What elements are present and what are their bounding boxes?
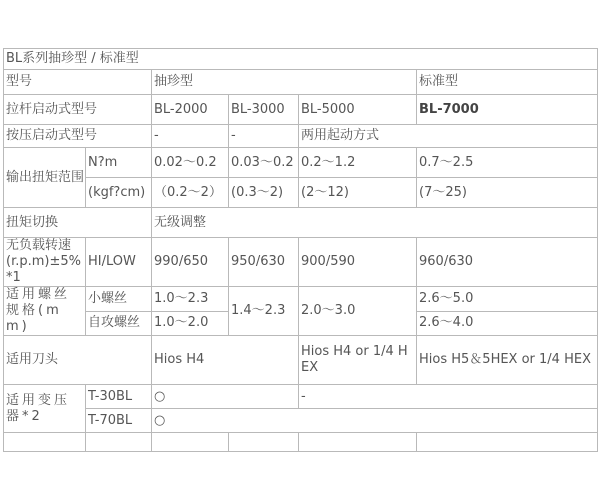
screw-small-bl7000: 2.6～5.0 xyxy=(417,287,598,312)
push-start-label: 按压启动式型号 xyxy=(4,125,152,148)
screw-bl5000: 2.0～3.0 xyxy=(299,287,417,336)
torque-kgf-bl7000: (7～25) xyxy=(417,178,598,208)
transformer-t30-mini: ○ xyxy=(152,385,299,409)
torque-nm-bl3000: 0.03～0.2 xyxy=(229,148,299,178)
transformer-label: 适用变压器*2 xyxy=(4,385,86,433)
transformer-t30-name: T-30BL xyxy=(86,385,152,409)
torque-unit-kgf: (kgf?cm) xyxy=(86,178,152,208)
screw-bl3000: 1.4～2.3 xyxy=(229,287,299,336)
torque-nm-row xyxy=(4,148,598,178)
title-row xyxy=(4,49,598,70)
blank-cell xyxy=(152,433,229,452)
screw-small-bl2000: 1.0～2.3 xyxy=(152,287,229,312)
model-bl5000: BL-5000 xyxy=(299,95,417,125)
table-title: BL系列抽珍型 / 标准型 xyxy=(4,49,598,70)
screw-tapping-bl2000: 1.0～2.0 xyxy=(152,311,229,336)
bit-label: 适用刀头 xyxy=(4,336,152,385)
lever-start-label: 拉杆启动式型号 xyxy=(4,95,152,125)
no-load-speed-row xyxy=(4,238,598,287)
blank-row xyxy=(4,433,598,452)
speed-bl2000: 990/650 xyxy=(152,238,229,287)
transformer-t70-row xyxy=(4,409,598,433)
model-header-row xyxy=(4,70,598,95)
bit-row xyxy=(4,336,598,385)
torque-range-label: 输出扭矩范围 xyxy=(4,148,86,208)
screw-tapping-label: 自攻螺丝 xyxy=(86,311,152,336)
model-bl3000: BL-3000 xyxy=(229,95,299,125)
no-load-speed-mode: HI/LOW xyxy=(86,238,152,287)
torque-kgf-bl2000: （0.2～2） xyxy=(152,178,229,208)
torque-nm-bl7000: 0.7～2.5 xyxy=(417,148,598,178)
spec-table xyxy=(3,48,598,452)
bit-bl7000: Hios H5＆5HEX or 1/4 HEX xyxy=(417,336,598,385)
push-start-bl3000: - xyxy=(229,125,299,148)
model-bl7000: BL-7000 xyxy=(417,95,598,125)
blank-cell xyxy=(229,433,299,452)
blank-cell xyxy=(86,433,152,452)
speed-bl5000: 900/590 xyxy=(299,238,417,287)
model-header-label: 型号 xyxy=(4,70,152,95)
torque-kgf-bl3000: (0.3～2) xyxy=(229,178,299,208)
torque-kgf-bl5000: (2～12) xyxy=(299,178,417,208)
torque-switch-row xyxy=(4,208,598,238)
push-start-both: 两用起动方式 xyxy=(299,125,598,148)
transformer-t70-name: T-70BL xyxy=(86,409,152,433)
push-start-bl2000: - xyxy=(152,125,229,148)
torque-switch-label: 扭矩切换 xyxy=(4,208,152,238)
blank-cell xyxy=(299,433,417,452)
model-bl2000: BL-2000 xyxy=(152,95,229,125)
screw-small-row xyxy=(4,287,598,312)
push-start-row xyxy=(4,125,598,148)
no-load-speed-label: 无负载转速(r.p.m)±5%*1 xyxy=(4,238,86,287)
torque-switch-value: 无级调整 xyxy=(152,208,598,238)
bit-bl5000: Hios H4 or 1/4 HEX xyxy=(299,336,417,385)
speed-bl3000: 950/630 xyxy=(229,238,299,287)
blank-cell xyxy=(4,433,86,452)
lever-start-row xyxy=(4,95,598,125)
speed-bl7000: 960/630 xyxy=(417,238,598,287)
screw-small-label: 小螺丝 xyxy=(86,287,152,312)
transformer-t30-other: - xyxy=(299,385,598,409)
torque-kgf-row xyxy=(4,178,598,208)
standard-type-header: 标准型 xyxy=(417,70,598,95)
bit-mini: Hios H4 xyxy=(152,336,299,385)
transformer-t70-value: ○ xyxy=(152,409,598,433)
torque-nm-bl2000: 0.02～0.2 xyxy=(152,148,229,178)
blank-cell xyxy=(417,433,598,452)
screw-tapping-bl7000: 2.6～4.0 xyxy=(417,311,598,336)
torque-unit-nm: N?m xyxy=(86,148,152,178)
screw-spec-label: 适用螺丝规格(mm) xyxy=(4,287,86,336)
torque-nm-bl5000: 0.2～1.2 xyxy=(299,148,417,178)
mini-type-header: 抽珍型 xyxy=(152,70,417,95)
transformer-t30-row xyxy=(4,385,598,409)
